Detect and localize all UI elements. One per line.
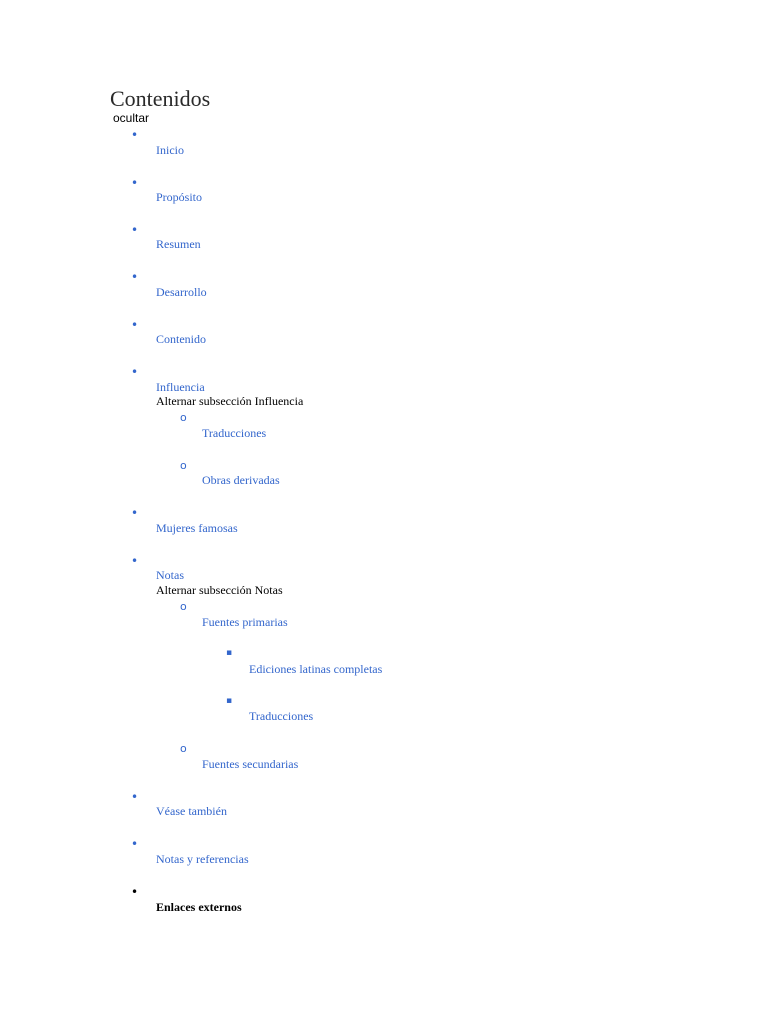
bullet-icon: •: [131, 506, 139, 520]
bullet-icon: •: [131, 176, 139, 190]
toc-subitem-ediciones-latinas[interactable]: Ediciones latinas completas: [249, 662, 383, 676]
toc-item-enlaces-externos[interactable]: Enlaces externos: [156, 900, 242, 914]
toc-subitem-fuentes-primarias[interactable]: Fuentes primarias: [202, 615, 288, 629]
toc-item-vease-tambien[interactable]: Véase también: [156, 804, 227, 818]
bullet-icon: •: [131, 270, 139, 284]
toc-item-influencia[interactable]: Influencia: [156, 380, 205, 394]
bullet-icon: •: [131, 223, 139, 237]
toc-item-mujeres-famosas[interactable]: Mujeres famosas: [156, 521, 238, 535]
toc-item-notas[interactable]: Notas: [156, 568, 184, 582]
toc-item-resumen[interactable]: Resumen: [156, 237, 201, 251]
bullet-icon: •: [131, 365, 139, 379]
toc-item-desarrollo[interactable]: Desarrollo: [156, 285, 207, 299]
toggle-subsection-notas[interactable]: Alternar subsección Notas: [156, 583, 283, 597]
toc-subitem-traducciones-notas[interactable]: Traducciones: [249, 709, 314, 723]
toc-hide-toggle[interactable]: ocultar: [113, 111, 150, 125]
bullet-icon: •: [131, 128, 139, 142]
bullet-icon: •: [131, 318, 139, 332]
toc-item-proposito[interactable]: Propósito: [156, 190, 203, 204]
toc-item-notas-y-referencias[interactable]: Notas y referencias: [156, 852, 249, 866]
toc-item-inicio[interactable]: Inicio: [156, 143, 184, 157]
toc-item-contenido[interactable]: Contenido: [156, 332, 206, 346]
circle-bullet-icon: o: [180, 742, 187, 755]
toc-subitem-obras-derivadas[interactable]: Obras derivadas: [202, 473, 280, 487]
bullet-icon: •: [131, 554, 139, 568]
square-bullet-icon: ▪: [226, 696, 233, 706]
bullet-icon: •: [131, 790, 139, 804]
square-bullet-icon: ▪: [226, 648, 233, 658]
bullet-icon: •: [131, 885, 139, 899]
circle-bullet-icon: o: [180, 459, 187, 472]
circle-bullet-icon: o: [180, 411, 187, 424]
circle-bullet-icon: o: [180, 600, 187, 613]
toc-title: Contenidos: [110, 86, 211, 111]
bullet-icon: •: [131, 837, 139, 851]
toc-subitem-traducciones[interactable]: Traducciones: [202, 426, 267, 440]
toggle-subsection-influencia[interactable]: Alternar subsección Influencia: [156, 394, 304, 408]
toc-subitem-fuentes-secundarias[interactable]: Fuentes secundarias: [202, 757, 299, 771]
